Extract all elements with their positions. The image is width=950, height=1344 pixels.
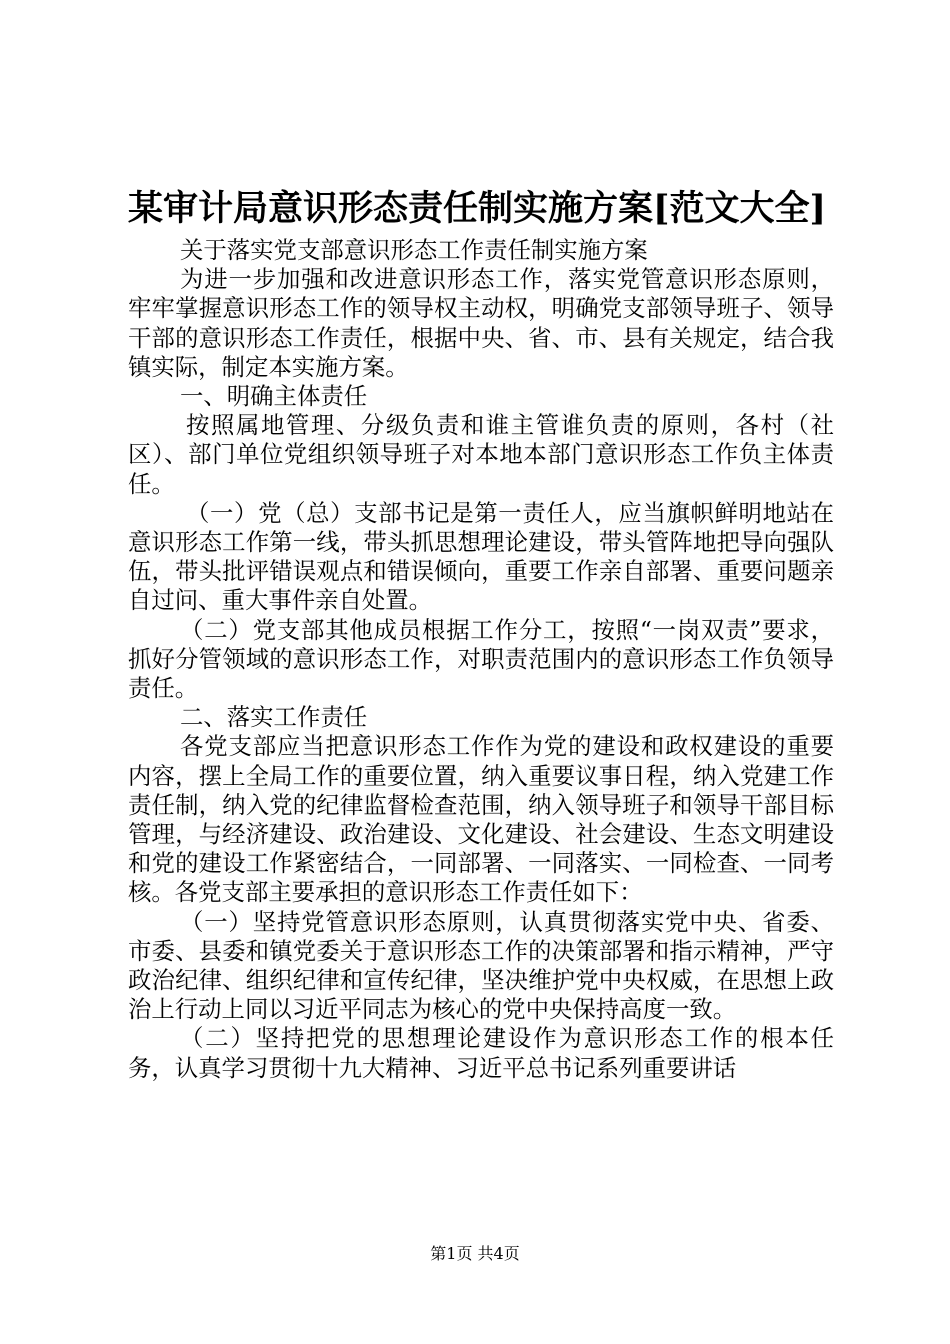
document-body xyxy=(128,236,834,1083)
body-paragraph: （一）坚持党管意识形态原则，认真贯彻落实党中央、省委、市委、县委和镇党委关于意识形态工作的决策部署和指示精神，严守政治纪律、组织纪律和宣传纪律，坚决维护党中央权威，在思想上政治上行动上同以习近平同志为核心的党中央保持高度一致。 xyxy=(128,907,834,1024)
body-paragraph: （二）党支部其他成员根据工作分工，按照“一岗双责”要求，抓好分管领域的意识形态工作，对职责范围内的意识形态工作负领导责任。 xyxy=(128,615,834,703)
body-paragraph: 各党支部应当把意识形态工作作为党的建设和政权建设的重要内容，摆上全局工作的重要位置，纳入重要议事日程，纳入党建工作责任制，纳入党的纪律监督检查范围，纳入领导班子和领导干部目标管理，与经济建设、政治建设、文化建设、社会建设、生态文明建设和党的建设工作紧密结合，一同部署、一同落实、一同检查、一同考核。各党支部主要承担的意识形态工作责任如下： xyxy=(128,732,834,907)
body-paragraph: （二）坚持把党的思想理论建设作为意识形态工作的根本任务，认真学习贯彻十九大精神、习近平总书记系列重要讲话 xyxy=(128,1024,834,1082)
body-paragraph: （一）党（总）支部书记是第一责任人，应当旗帜鲜明地站在意识形态工作第一线，带头抓思想理论建设，带头管阵地把导向强队伍，带头批评错误观点和错误倾向，重要工作亲自部署、重要问题亲自过问、重大事件亲自处置。 xyxy=(128,498,834,615)
body-paragraph: 按照属地管理、分级负责和谁主管谁负责的原则，各村（社区）、部门单位党组织领导班子对本地本部门意识形态工作负主体责任。 xyxy=(128,411,834,498)
page-footer: 第1页 共4页 xyxy=(430,1244,520,1263)
subtitle-paragraph: 关于落实党支部意识形态工作责任制实施方案 xyxy=(180,236,648,264)
section-heading-2: 二、落实工作责任 xyxy=(180,703,368,732)
section-heading-1: 一、明确主体责任 xyxy=(180,382,368,411)
intro-paragraph: 为进一步加强和改进意识形态工作，落实党管意识形态原则，牢牢掌握意识形态工作的领导权主动权，明确党支部领导班子、领导干部的意识形态工作责任，根据中央、省、市、县有关规定，结合我镇实际，制定本实施方案。 xyxy=(128,265,834,381)
document-title: 某审计局意识形态责任制实施方案[范文大全] xyxy=(128,188,827,229)
